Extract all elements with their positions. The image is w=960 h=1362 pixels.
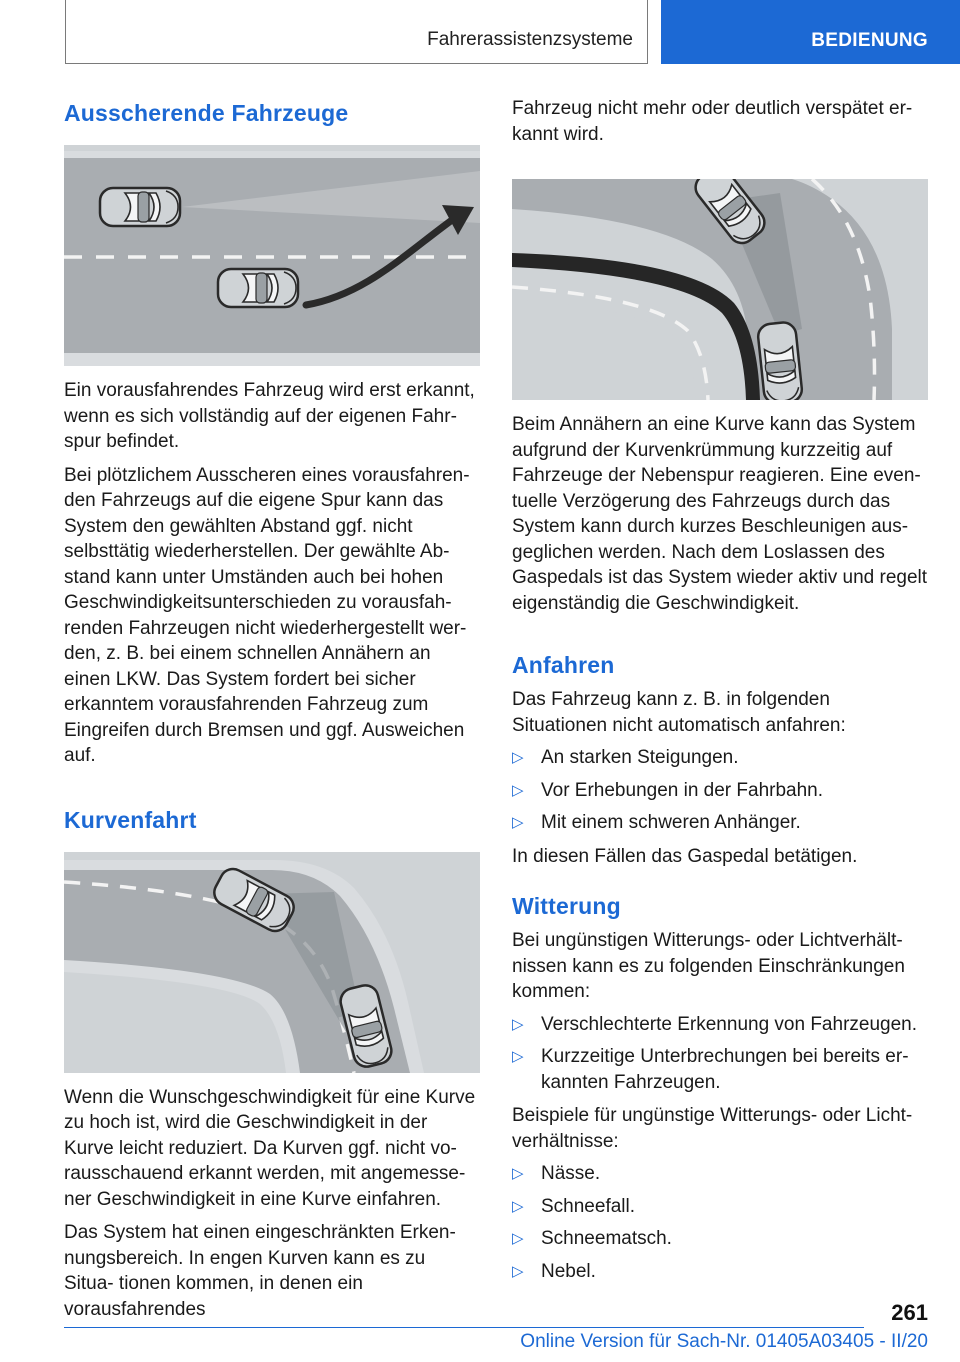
illustration-curve-driving (64, 852, 480, 1073)
bullet-triangle-icon: ▷ (512, 1230, 524, 1247)
bullet-triangle-icon: ▷ (512, 1197, 524, 1215)
paragraph-erkennung: Ein vorausfahrendes Fahrzeug wird erst erkannt, wenn es sich vollständig auf der eigenen Fahr- spur befindet. (64, 380, 475, 452)
paragraph-witterung: Bei ungünstigen Witterungs- oder Lichtverhält- nissen kann es zu folgenden Einschränkungen kommen: (512, 930, 905, 1002)
list-beispiele (512, 1161, 928, 1284)
paragraph-nebenspur: Beim Annähern an eine Kurve kann das System aufgrund der Kurvenkrümmung kurzzeitig auf Fahrzeuge der Nebenspur reagieren. Eine even- tuelle Verzögerung des Fahrzeugs durch das System kann durch kurzes Beschleunigen aus- geglichen werden. Nach dem Loslassen des Gaspedals ist das System wieder aktiv und regelt eigenständig die Geschwindigkeit. (512, 414, 928, 614)
bullet-triangle-icon: ▷ (512, 814, 524, 831)
footer-online-version[interactable]: Online Version für Sach-Nr. 01405A03405 - II/20 (520, 1331, 928, 1352)
list-item: ▷ Kurzzeitige Unterbrechungen bei bereits er- kannten Fahrzeugen. (512, 1046, 909, 1093)
paragraph-wunschgeschwindigkeit: Wenn die Wunschgeschwindigkeit für eine Kurve zu hoch ist, wird die Geschwindigkeit in der Kurve leicht reduziert. Da Kurven ggf. nicht vo- rausschauend erkannt werden, mit angemesse- ner Geschwindigkeit in eine Kurve einfahren. (64, 1086, 476, 1210)
list-item: ▷ Verschlechterte Erkennung von Fahrzeugen. (512, 1012, 928, 1038)
footer-divider (64, 1327, 864, 1328)
paragraph-gaspedal: In diesen Fällen das Gaspedal betätigen. (512, 845, 858, 867)
list-item: ▷ Mit einem schweren Anhänger. (512, 810, 928, 836)
bullet-triangle-icon: ▷ (512, 1262, 524, 1280)
bullet-triangle-icon: ▷ (512, 781, 524, 799)
list-item: ▷ Schneefall. (512, 1194, 928, 1220)
list-item: ▷ An starken Steigungen. (512, 745, 928, 771)
bullet-triangle-icon: ▷ (512, 749, 524, 766)
list-item: ▷ Nässe. (512, 1161, 928, 1187)
list-witterung (512, 1012, 928, 1096)
header-chapter-tab[interactable]: BEDIENUNG (661, 0, 960, 64)
list-item: ▷ Nebel. (512, 1259, 928, 1285)
bullet-triangle-icon: ▷ (512, 1048, 524, 1065)
heading-anfahren: Anfahren (512, 652, 615, 678)
illustration-adjacent-lane (512, 179, 928, 400)
list-item: ▷ Vor Erhebungen in der Fahrbahn. (512, 778, 928, 804)
paragraph-beispiele: Beispiele für ungünstige Witterungs- oder Licht- verhältnisse: (512, 1105, 913, 1152)
illustration-cutting-in-vehicle (64, 145, 480, 366)
figure-ausscherende-fahrzeuge (64, 145, 480, 366)
list-item: ▷ Schneematsch. (512, 1226, 928, 1252)
heading-kurvenfahrt: Kurvenfahrt (64, 806, 197, 833)
paragraph-erkennungsbereich: Das System hat einen eingeschränkten Erken- nungsbereich. In engen Kurven kann es zu Situa- tionen kommen, in denen ein vorausfahrendes (64, 1222, 456, 1320)
page-number: 261 (891, 1300, 928, 1325)
header-section-title: Fahrerassistenzsysteme (65, 0, 648, 64)
paragraph-anfahren: Das Fahrzeug kann z. B. in folgenden Situationen nicht automatisch anfahren: (512, 689, 846, 736)
paragraph-ausscheren: Bei plötzlichem Ausscheren eines vorausfahren- den Fahrzeugs auf die eigene Spur kann das System den gewählten Abstand ggf. nicht selbsttätig wiederherstellen. Der gewählte Ab- stand kann unter Umständen auch bei hohen Geschwindigkeitsunterschieden zu vorausfah- renden Fahrzeugen nicht wiederhergestellt wer- den, z. B. bei einem schnellen Annähern an einen LKW. Das System fordert bei sicher erkanntem vorausfahrenden Fahrzeug zum Eingreifen durch Bremsen und ggf. Ausweichen auf. (64, 464, 470, 766)
list-anfahren (512, 745, 928, 836)
right-column (512, 96, 928, 1284)
bullet-triangle-icon: ▷ (512, 1015, 524, 1033)
figure-kurvenfahrt (64, 852, 480, 1073)
heading-ausscherende-fahrzeuge: Ausscherende Fahrzeuge (64, 100, 349, 126)
paragraph-continued: Fahrzeug nicht mehr oder deutlich verspätet er- kannt wird. (512, 98, 913, 145)
left-column (64, 100, 480, 1322)
figure-nebenspur (512, 179, 928, 400)
bullet-triangle-icon: ▷ (512, 1165, 524, 1182)
heading-witterung: Witterung (512, 893, 621, 919)
